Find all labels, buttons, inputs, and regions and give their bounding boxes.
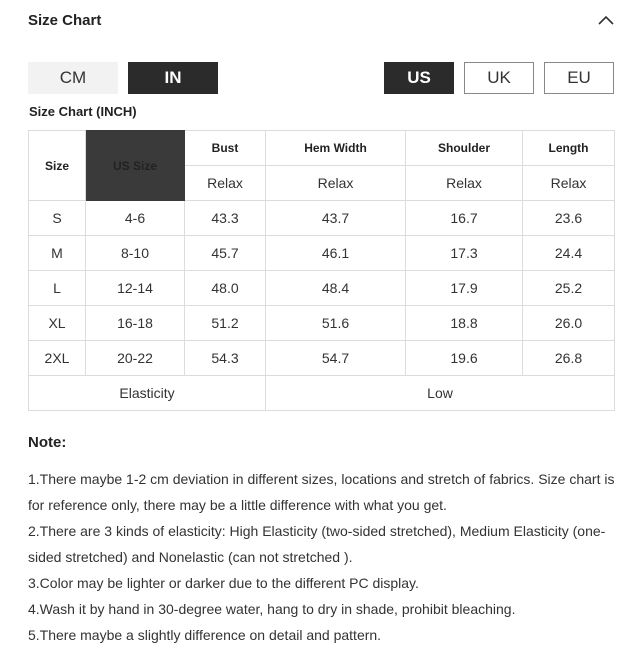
table-row (29, 271, 615, 306)
value-cell: 26.0 (523, 306, 615, 341)
value-cell: 51.6 (266, 306, 406, 341)
value-cell: 54.3 (185, 341, 266, 376)
us-size-cell: 4-6 (86, 201, 185, 236)
region-eu-button[interactable]: EU (544, 62, 614, 94)
fit-cell: Relax (523, 166, 615, 201)
note-item: 2.There are 3 kinds of elasticity: High Elasticity (two-sided stretched), Medium Elasticity (one-sided stretched) and Nonelastic (can not stretched ). (28, 523, 606, 565)
value-cell: 25.2 (523, 271, 615, 306)
value-cell: 24.4 (523, 236, 615, 271)
note-title: Note: (28, 434, 67, 451)
us-size-header: US Size (86, 131, 185, 201)
value-cell: 48.0 (185, 271, 266, 306)
size-cell: M (29, 236, 86, 271)
column-header: Shoulder (406, 131, 523, 166)
value-cell: 18.8 (406, 306, 523, 341)
note-item: 5.There maybe a slightly difference on detail and pattern. (28, 627, 382, 643)
table-row (29, 236, 615, 271)
region-us-button[interactable]: US (384, 62, 454, 94)
elasticity-value: Low (266, 376, 615, 411)
table-header-row (29, 131, 615, 166)
table-row (29, 306, 615, 341)
note-item: 1.There maybe 1-2 cm deviation in different sizes, locations and stretch of fabrics. Size chart is for reference only, there may be a little difference with what you get. (28, 471, 615, 513)
unit-in-button[interactable]: IN (128, 62, 218, 94)
size-chart-header[interactable] (28, 0, 616, 40)
size-chart-title: Size Chart (28, 11, 102, 29)
region-uk-button[interactable]: UK (464, 62, 534, 94)
column-header: Hem Width (266, 131, 406, 166)
fit-cell: Relax (406, 166, 523, 201)
unit-cm-button[interactable]: CM (28, 62, 118, 94)
value-cell: 54.7 (266, 341, 406, 376)
value-cell: 43.3 (185, 201, 266, 236)
value-cell: 48.4 (266, 271, 406, 306)
table-row (29, 341, 615, 376)
us-size-cell: 12-14 (86, 271, 185, 306)
value-cell: 46.1 (266, 236, 406, 271)
elasticity-label: Elasticity (29, 376, 266, 411)
note-item: 3.Color may be lighter or darker due to the different PC display. (28, 575, 419, 591)
value-cell: 45.7 (185, 236, 266, 271)
fit-cell: Relax (266, 166, 406, 201)
value-cell: 16.7 (406, 201, 523, 236)
elasticity-row (29, 376, 615, 411)
value-cell: 19.6 (406, 341, 523, 376)
size-header: Size (29, 131, 86, 201)
us-size-cell: 20-22 (86, 341, 185, 376)
us-size-cell: 16-18 (86, 306, 185, 341)
column-header: Bust (185, 131, 266, 166)
column-header: Length (523, 131, 615, 166)
size-cell: L (29, 271, 86, 306)
value-cell: 43.7 (266, 201, 406, 236)
chevron-up-icon[interactable] (596, 10, 616, 30)
value-cell: 26.8 (523, 341, 615, 376)
note-list (28, 466, 618, 648)
size-cell: XL (29, 306, 86, 341)
value-cell: 17.3 (406, 236, 523, 271)
note-item: 4.Wash it by hand in 30-degree water, hang to dry in shade, prohibit bleaching. (28, 601, 516, 617)
table-row (29, 201, 615, 236)
table-title: Size Chart (INCH) (29, 104, 137, 119)
us-size-cell: 8-10 (86, 236, 185, 271)
value-cell: 17.9 (406, 271, 523, 306)
size-table (28, 130, 615, 411)
value-cell: 51.2 (185, 306, 266, 341)
size-cell: S (29, 201, 86, 236)
value-cell: 23.6 (523, 201, 615, 236)
unit-region-toggles (28, 62, 614, 94)
size-cell: 2XL (29, 341, 86, 376)
fit-cell: Relax (185, 166, 266, 201)
